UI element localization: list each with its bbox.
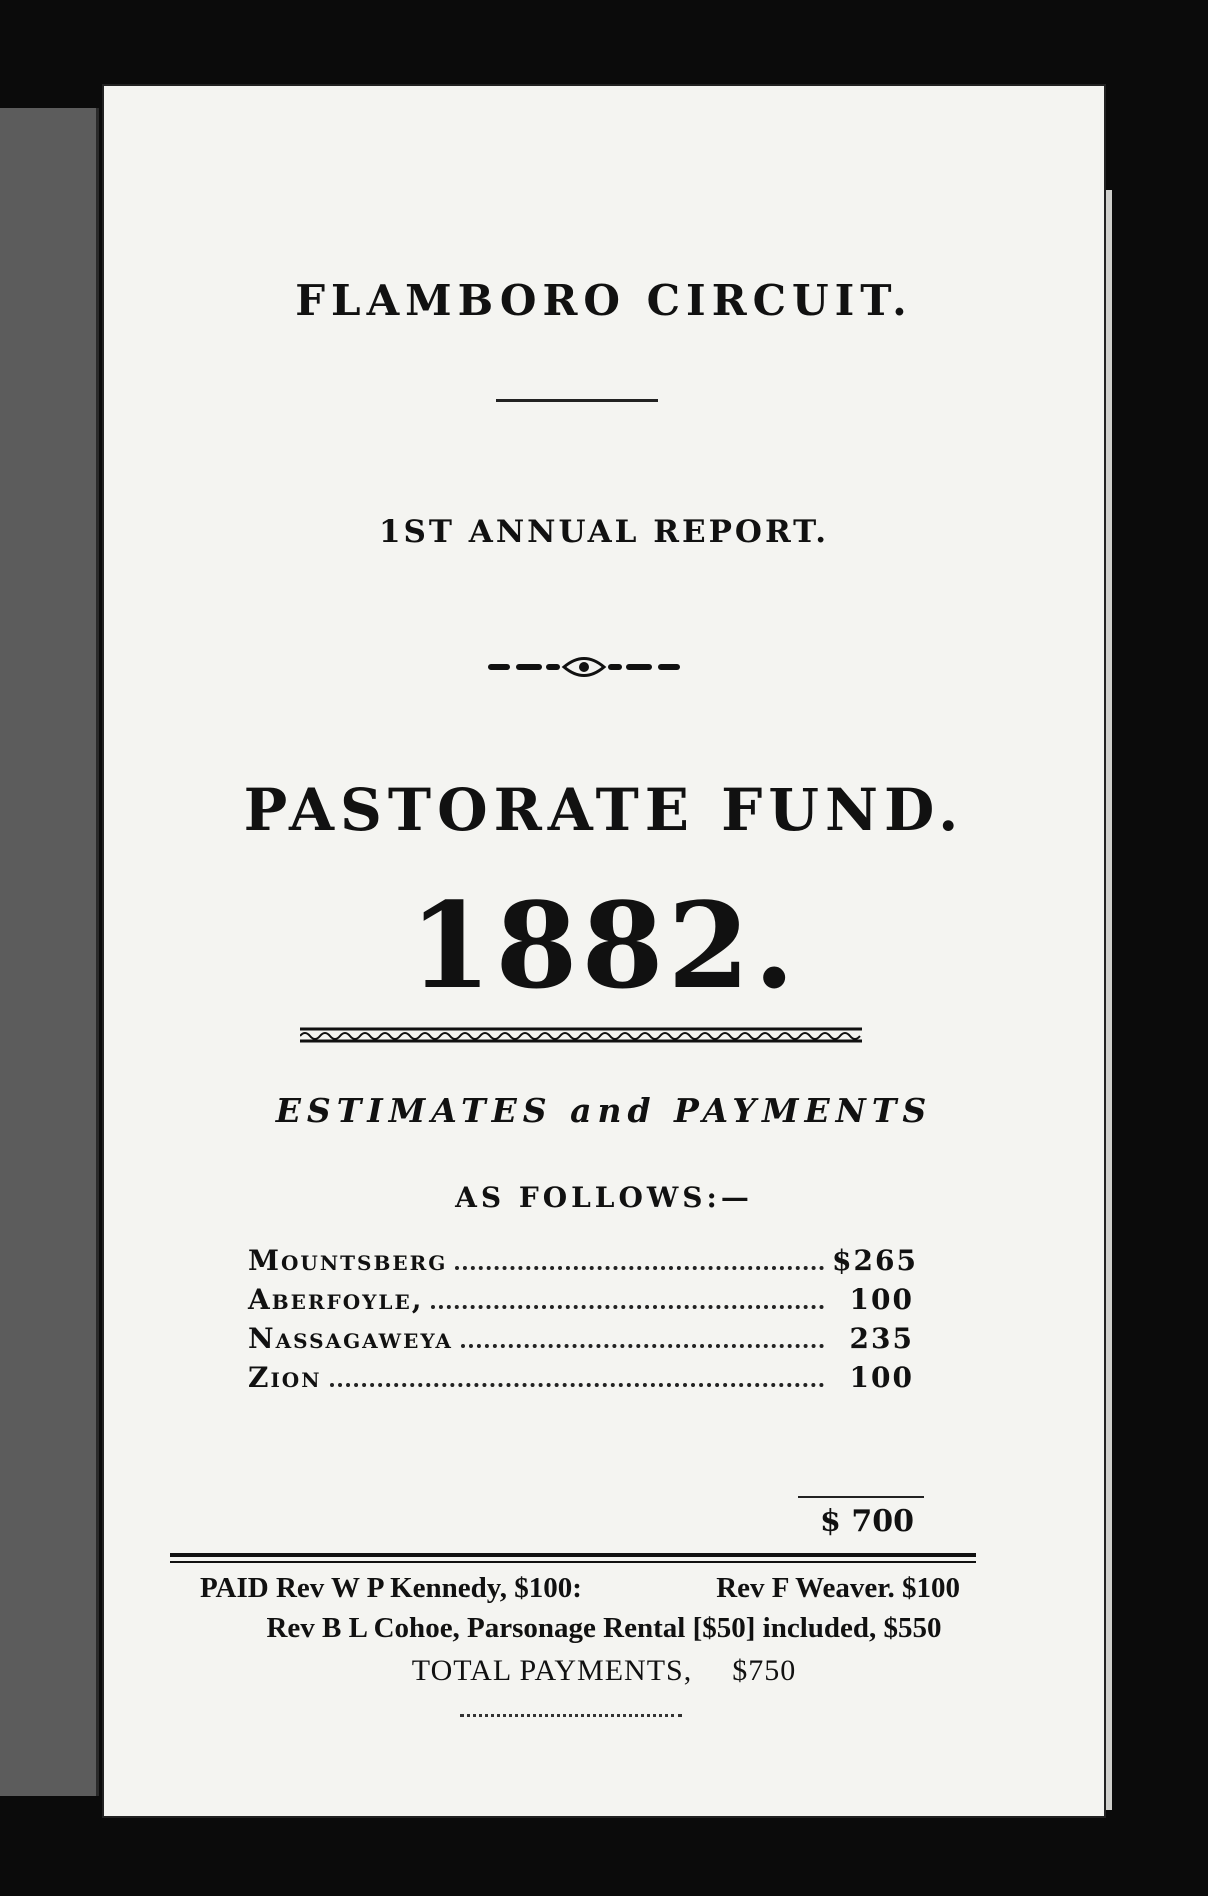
- total-payments-label: TOTAL PAYMENTS,: [411, 1654, 693, 1687]
- estimate-row: [248, 1361, 914, 1400]
- estimate-name: Nassagaweya: [248, 1322, 453, 1355]
- payment-weaver: Rev F Weaver. $100: [716, 1572, 960, 1604]
- leader-dots: [330, 1382, 825, 1387]
- leader-dots: [431, 1304, 824, 1309]
- leader-dots: [455, 1265, 824, 1270]
- report-title: 1ST ANNUAL REPORT.: [378, 514, 830, 550]
- estimate-amount: 100: [849, 1283, 914, 1316]
- wavy-rule: [300, 1026, 862, 1044]
- estimates-table: [248, 1244, 918, 1400]
- estimates-heading: ESTIMATES and PAYMENTS: [275, 1091, 933, 1130]
- page-fold-edge: [1104, 190, 1112, 1810]
- estimate-row: [248, 1244, 918, 1283]
- double-rule: [170, 1553, 976, 1563]
- fund-title: PASTORATE FUND.: [243, 776, 965, 844]
- closing-rule: [460, 1714, 682, 1717]
- estimate-name: Mountsberg: [248, 1244, 448, 1277]
- estimate-row: [248, 1283, 914, 1322]
- report-year: 1882.: [409, 876, 799, 1015]
- sum-rule: [798, 1496, 924, 1498]
- estimate-amount: 100: [849, 1361, 914, 1394]
- estimate-row: [248, 1322, 914, 1361]
- title-rule: [496, 399, 658, 402]
- adjacent-page-edge: [0, 108, 99, 1796]
- estimates-total: $ 700: [820, 1504, 914, 1539]
- payments-line-1: [200, 1572, 960, 1605]
- total-payments-value: $750: [732, 1654, 797, 1687]
- estimate-name: Aberfoyle,: [248, 1283, 424, 1316]
- payment-kennedy: PAID Rev W P Kennedy, $100:: [200, 1572, 582, 1604]
- ornament-divider: [484, 652, 684, 682]
- estimate-name: Zion: [248, 1361, 322, 1394]
- estimate-amount: 235: [849, 1322, 914, 1355]
- follows-heading: AS FOLLOWS:—: [455, 1181, 753, 1214]
- leader-dots: [461, 1343, 824, 1348]
- payments-total-line: [104, 1654, 1104, 1688]
- estimate-amount: $265: [832, 1244, 918, 1277]
- report-page: [104, 86, 1104, 1816]
- circuit-title: FLAMBORO CIRCUIT.: [295, 276, 913, 325]
- payments-line-2: Rev B L Cohoe, Parsonage Rental [$50] included, $550: [266, 1612, 942, 1644]
